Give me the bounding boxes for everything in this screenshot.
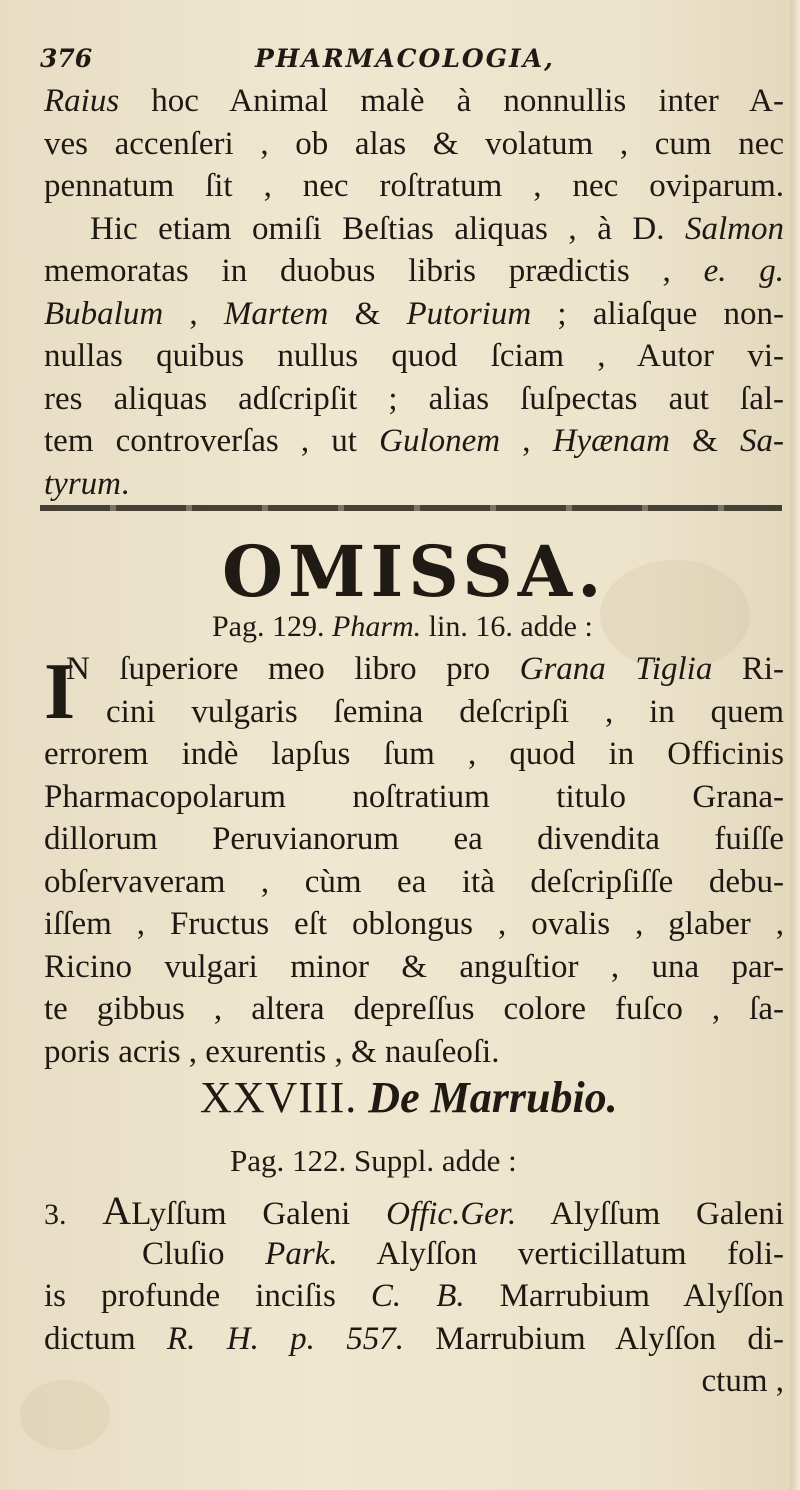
text-line: errorem indè lapſus ſum , quod in Officinis <box>44 736 784 772</box>
text-line: Raius hoc Animal malè à nonnullis inter A- <box>44 83 784 119</box>
text-line: ves accenſeri , ob alas & volatum , cum nec <box>44 125 784 162</box>
omissa-heading: OMISSA. <box>222 530 607 613</box>
text-line: Cluſio Park. Alyſſon verticillatum foli- <box>142 1235 784 1272</box>
text-line: tyrum. <box>44 465 130 502</box>
text-line: tem controverſas , ut Gulonem , Hyænam & Sa- <box>44 423 784 459</box>
running-head: PHARMACOLOGIA, <box>255 44 555 73</box>
text-line: Bubalum , Martem & Putorium ; aliaſque non- <box>44 295 784 332</box>
text-line: te gibbus , altera depreſſus colore fuſco , ſa- <box>44 991 784 1027</box>
text-line: Ricino vulgari minor & anguſtior , una par- <box>44 948 784 985</box>
text-line: poris acris , exurentis , & nauſeoſi. <box>44 1033 500 1070</box>
section-rule <box>40 505 782 511</box>
text-line: dictum R. H. p. 557. Marrubium Alyſſon di- <box>44 1320 785 1357</box>
page-reference-2: Pag. 122. Suppl. adde : <box>230 1143 517 1178</box>
paragraph-3 <box>44 1190 784 1403</box>
text-line: res aliquas adſcripſit ; alias ſuſpectas aut ſal- <box>44 380 784 417</box>
text-line: is profunde inciſis C. B. Marrubium Alyſſon <box>44 1278 784 1314</box>
catchword: ctum , <box>701 1363 784 1399</box>
section-heading <box>200 1072 618 1123</box>
text-line: Pharmacopolarum noſtratium titulo Grana- <box>44 778 784 815</box>
text-line: Hic etiam omiſi Beſtias aliquas , à D. Salmon <box>90 210 784 247</box>
text-line: pennatum ſit , nec roſtratum , nec oviparum. <box>44 168 784 204</box>
text-line: N ſuperiore meo libro pro Grana Tiglia Ri- <box>66 651 785 687</box>
text-line: dillorum Peruvianorum ea divendita fuiſſe <box>44 821 784 857</box>
page-reference: Pag. 129. Pharm. lin. 16. adde : <box>212 610 593 643</box>
drop-cap: I <box>44 648 76 736</box>
text-line: cini vulgaris ſemina deſcripſi , in quem <box>106 693 784 730</box>
page-number: 376 <box>40 44 93 73</box>
section-title: De Marrubio. <box>368 1073 618 1122</box>
text-line: memoratas in duobus libris prædictis , e. g. <box>44 253 784 289</box>
item-number: 3. <box>44 1198 67 1231</box>
paragraph-1 <box>44 80 784 505</box>
text-line: 3. ALyſſum Galeni Offic.Ger. Alyſſum Galeni <box>44 1188 784 1233</box>
section-number: XXVIII. <box>200 1073 358 1122</box>
text-line: nullas quibus nullus quod ſciam , Autor vi- <box>44 338 784 374</box>
text-line: obſervaveram , cùm ea ità deſcripſiſſe debu- <box>44 863 784 900</box>
page-edge <box>790 0 800 1490</box>
paragraph-2 <box>44 648 784 1073</box>
text-line: iſſem , Fructus eſt oblongus , ovalis , glaber , <box>44 906 784 942</box>
